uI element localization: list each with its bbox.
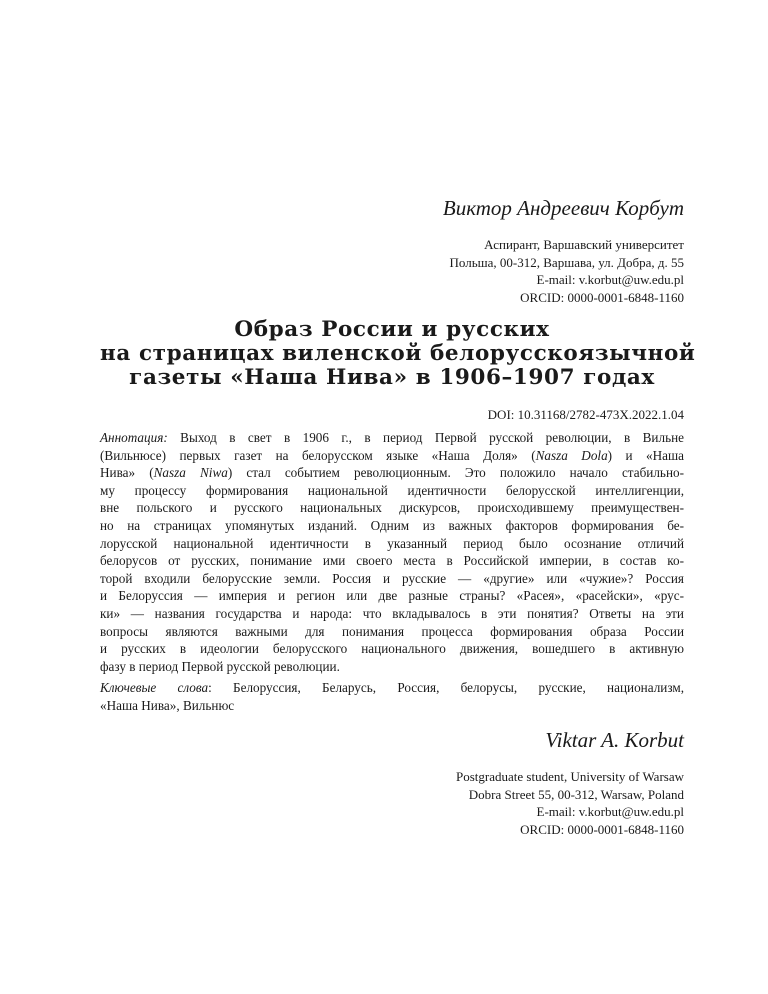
keywords-line: «Наша Нива», Вильнюс [100,697,235,713]
affiliation-position: Postgraduate student, University of Warsaw [456,769,684,784]
affiliation-orcid: ORCID: 0000-0001-6848-1160 [520,821,684,837]
abstract-line: ки» — названия государства и народа: что вкладывалось в эти понятия? Ответы на эти [100,605,684,621]
doi-identifier: DOI: 10.31168/2782-473X.2022.1.04 [487,407,684,422]
author-name-en: Viktar A. Korbut [545,728,684,752]
abstract-line: но на страницах упомянутых изданий. Одним из важных факторов формирования бе- [100,517,684,533]
abstract-line: и Белоруссия — империя и регион или две разные страны? «Расея», «расейски», «рус- [100,588,684,604]
abstract-line: и русских в идеологии белорусского национального движения, вошедшего в активную [100,641,684,657]
keywords [100,679,684,714]
abstract-line: (Вильнюсе) первых газет на белорусском языке «Наша Доля» (Nasza Dola) и «Наша [100,447,684,463]
affiliation-address: Dobra Street 55, 00-312, Warsaw, Poland [468,786,684,802]
title-line: на страницах виленской белорусскоязычной [100,341,696,366]
abstract-line: торой входили белорусские земли. Россия и русские — «другие» или «чужие»? Россия [100,570,684,586]
affiliation-email: E-mail: v.korbut@uw.edu.pl [536,804,684,819]
affiliation-address: Польша, 00-312, Варшава, ул. Добра, д. 55 [449,254,684,270]
abstract-line: Нива» (Nasza Niwa) стал событием революционным. Это положило начало стабильно- [100,465,684,481]
affiliation-position: Аспирант, Варшавский университет [484,237,684,252]
abstract-line: Аннотация: Выход в свет в 1906 г., в период Первой русской революции, в Вильне [100,430,684,445]
abstract [100,429,684,675]
author-affiliation-en [456,768,684,838]
author-name-ru: Виктор Андреевич Корбут [442,196,684,220]
title-line: Образ России и русских [234,317,550,342]
abstract-line: лорусской национальной идентичности в указанный период было осознание отличий [100,535,684,551]
article-title [100,317,696,390]
abstract-line: му процессу формирования национальной идентичности белорусской интеллигенции, [100,482,684,498]
author-affiliation-ru [450,236,684,306]
affiliation-email: E-mail: v.korbut@uw.edu.pl [536,272,684,287]
abstract-line: вне польского и русского национальных дискурсов, происходившему преимуществен- [100,500,684,516]
title-line: газеты «Наша Нива» в 1906–1907 годах [129,365,655,390]
abstract-line: вопросы являются важными для понимания процесса формирования образа России [100,623,684,639]
abstract-line: белорусов от русских, понимание ими своего места в Российской империи, в состав ко- [100,553,684,569]
abstract-line: фазу в период Первой русской революции. [100,658,340,674]
abstract-label: Аннотация: [100,430,168,445]
keywords-label: Ключевые слова [100,680,209,695]
affiliation-orcid: ORCID: 0000-0001-6848-1160 [520,289,684,305]
keywords-line: Ключевые слова: Белоруссия, Беларусь, Россия, белорусы, русские, национализм, [100,680,684,695]
